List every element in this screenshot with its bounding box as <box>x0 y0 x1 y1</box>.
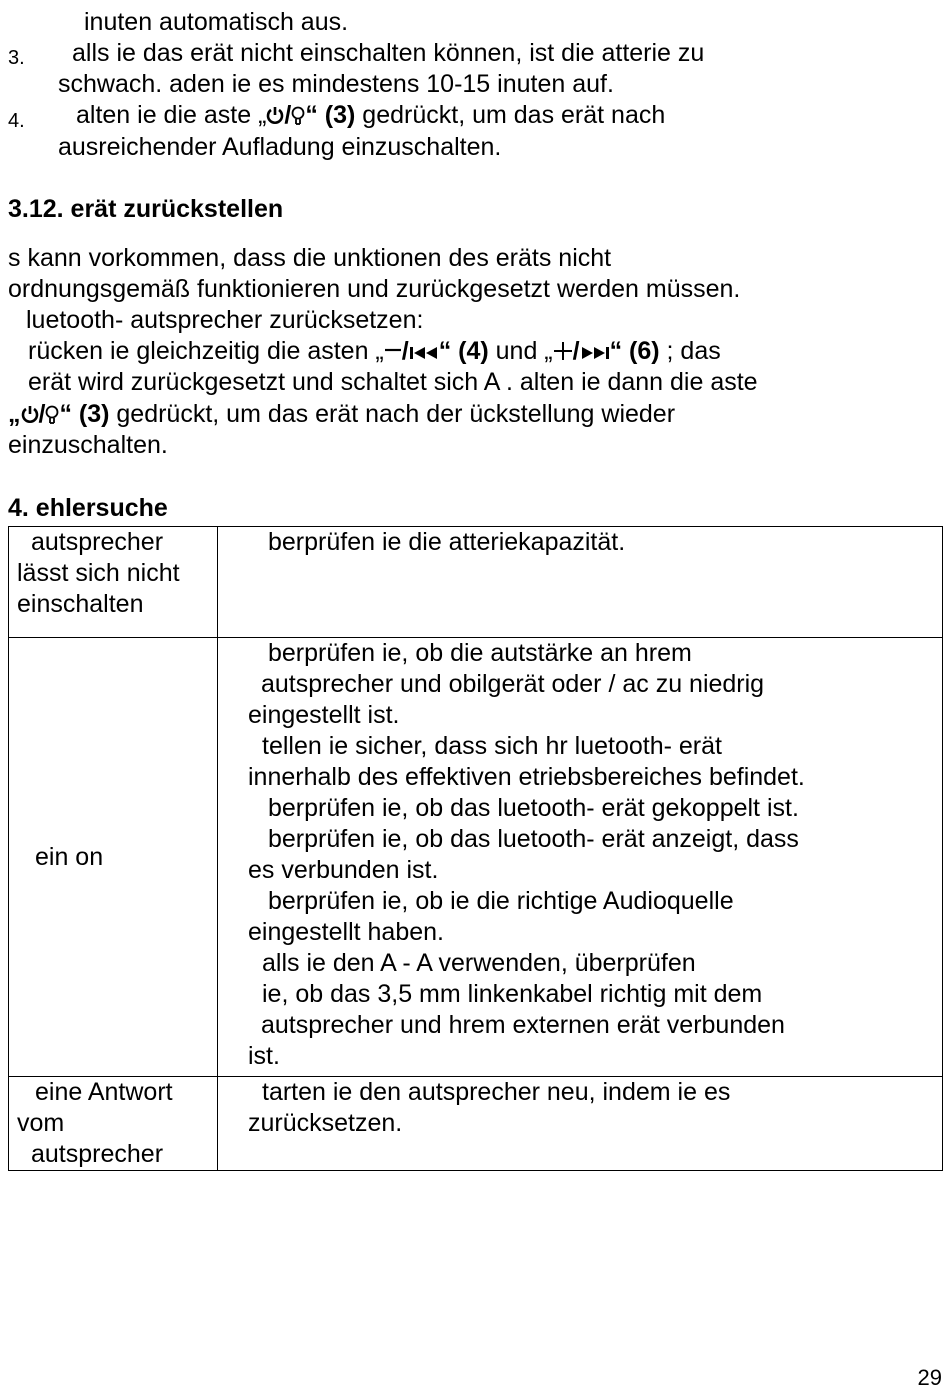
problem-cell <box>9 638 218 1077</box>
list-item-text: schwach. aden ie es mindestens 10-15 inuten auf. <box>58 70 614 98</box>
cell-line: vom <box>17 1109 65 1137</box>
cell-line: eingestellt ist. <box>248 701 400 729</box>
section-heading: 3.12. erät zurückstellen <box>8 195 284 223</box>
power-icon <box>21 402 39 433</box>
list-item-text: alten ie die aste „ / “ (3) gedrückt, um das erät nach <box>76 100 665 134</box>
text-fragment: „ <box>8 400 21 428</box>
plus-icon <box>553 339 573 370</box>
table-row <box>9 527 943 638</box>
table-row <box>9 638 943 1077</box>
key-label: “ (6) <box>609 337 660 365</box>
cell-line: einschalten <box>17 590 144 618</box>
cell-line: autsprecher und obilgerät oder / ac zu niedrig <box>261 670 765 698</box>
text-fragment: alten ie die aste „ <box>76 101 267 129</box>
text-fragment: gedrückt, um das erät nach der ückstellung wieder <box>109 400 676 428</box>
key-label: “ (4) <box>438 337 489 365</box>
table-row <box>9 1077 943 1171</box>
cell-line: autsprecher <box>31 1140 164 1168</box>
light-bulb-icon <box>45 402 59 433</box>
cell-line: es verbunden ist. <box>248 856 439 884</box>
cell-line: innerhalb des effektiven etriebsbereiches befindet. <box>248 763 805 791</box>
paragraph-line: rücken ie gleichzeitig die asten „ / “ (4) und „ / “ (6) ; das <box>28 336 721 370</box>
previous-track-icon <box>409 339 439 370</box>
cell-line: eingestellt haben. <box>248 918 444 946</box>
cell-line: autsprecher <box>31 528 164 556</box>
paragraph-line: ordnungsgemäß funktionieren und zurückgesetzt werden müssen. <box>8 275 741 303</box>
cell-line: ein on <box>35 842 104 871</box>
cell-line: eine Antwort <box>35 1078 173 1106</box>
list-number: 3. <box>8 47 25 69</box>
problem-cell <box>9 1077 218 1171</box>
cell-line: berprüfen ie, ob das luetooth- erät anzeigt, dass <box>268 825 799 853</box>
troubleshooting-table <box>8 526 943 1171</box>
list-number: 4. <box>8 110 25 132</box>
solution-cell <box>218 638 943 1077</box>
minus-icon <box>384 339 402 370</box>
key-label: “ (3) <box>59 400 110 428</box>
list-line: inuten automatisch aus. <box>84 8 349 36</box>
cell-line: zurücksetzen. <box>248 1109 403 1137</box>
paragraph-line: einzuschalten. <box>8 431 168 459</box>
text-fragment: gedrückt, um das erät nach <box>355 101 666 129</box>
light-bulb-icon <box>291 103 305 134</box>
cell-line: berprüfen ie, ob ie die richtige Audioquelle <box>268 887 734 915</box>
cell-line: berprüfen ie die atteriekapazität. <box>268 528 626 556</box>
key-label: “ (3) <box>305 101 356 129</box>
paragraph-line: luetooth- autsprecher zurücksetzen: <box>26 306 424 334</box>
cell-line: alls ie den A - A verwenden, überprüfen <box>262 949 696 977</box>
paragraph-line: s kann vorkommen, dass die unktionen des eräts nicht <box>8 244 612 272</box>
next-track-icon <box>580 339 610 370</box>
solution-cell <box>218 1077 943 1171</box>
text-fragment: und „ <box>488 337 553 365</box>
paragraph-line: erät wird zurückgesetzt und schaltet sich A . alten ie dann die aste <box>28 368 758 396</box>
page-number: 29 <box>917 1365 942 1390</box>
section-heading: 4. ehlersuche <box>8 494 168 522</box>
cell-line: tarten ie den autsprecher neu, indem ie es <box>262 1078 731 1106</box>
list-item-text: alls ie das erät nicht einschalten können, ist die atterie zu <box>72 39 705 67</box>
cell-line: berprüfen ie, ob die autstärke an hrem <box>268 639 692 667</box>
list-item-text: ausreichender Aufladung einzuschalten. <box>58 133 502 161</box>
power-icon <box>266 103 284 134</box>
cell-line: lässt sich nicht <box>17 559 180 587</box>
problem-cell <box>9 527 218 638</box>
text-fragment: ; das <box>659 337 721 365</box>
text-fragment: rücken ie gleichzeitig die asten „ <box>28 337 384 365</box>
cell-line: autsprecher und hrem externen erät verbunden <box>261 1011 785 1039</box>
cell-line: tellen ie sicher, dass sich hr luetooth- erät <box>262 732 722 760</box>
cell-line: ie, ob das 3,5 mm linkenkabel richtig mit dem <box>262 980 763 1008</box>
paragraph-line: „ / “ (3) gedrückt, um das erät nach der ückstellung wieder <box>8 399 675 433</box>
cell-line: berprüfen ie, ob das luetooth- erät gekoppelt ist. <box>268 794 799 822</box>
solution-cell <box>218 527 943 638</box>
cell-line: ist. <box>248 1042 280 1070</box>
